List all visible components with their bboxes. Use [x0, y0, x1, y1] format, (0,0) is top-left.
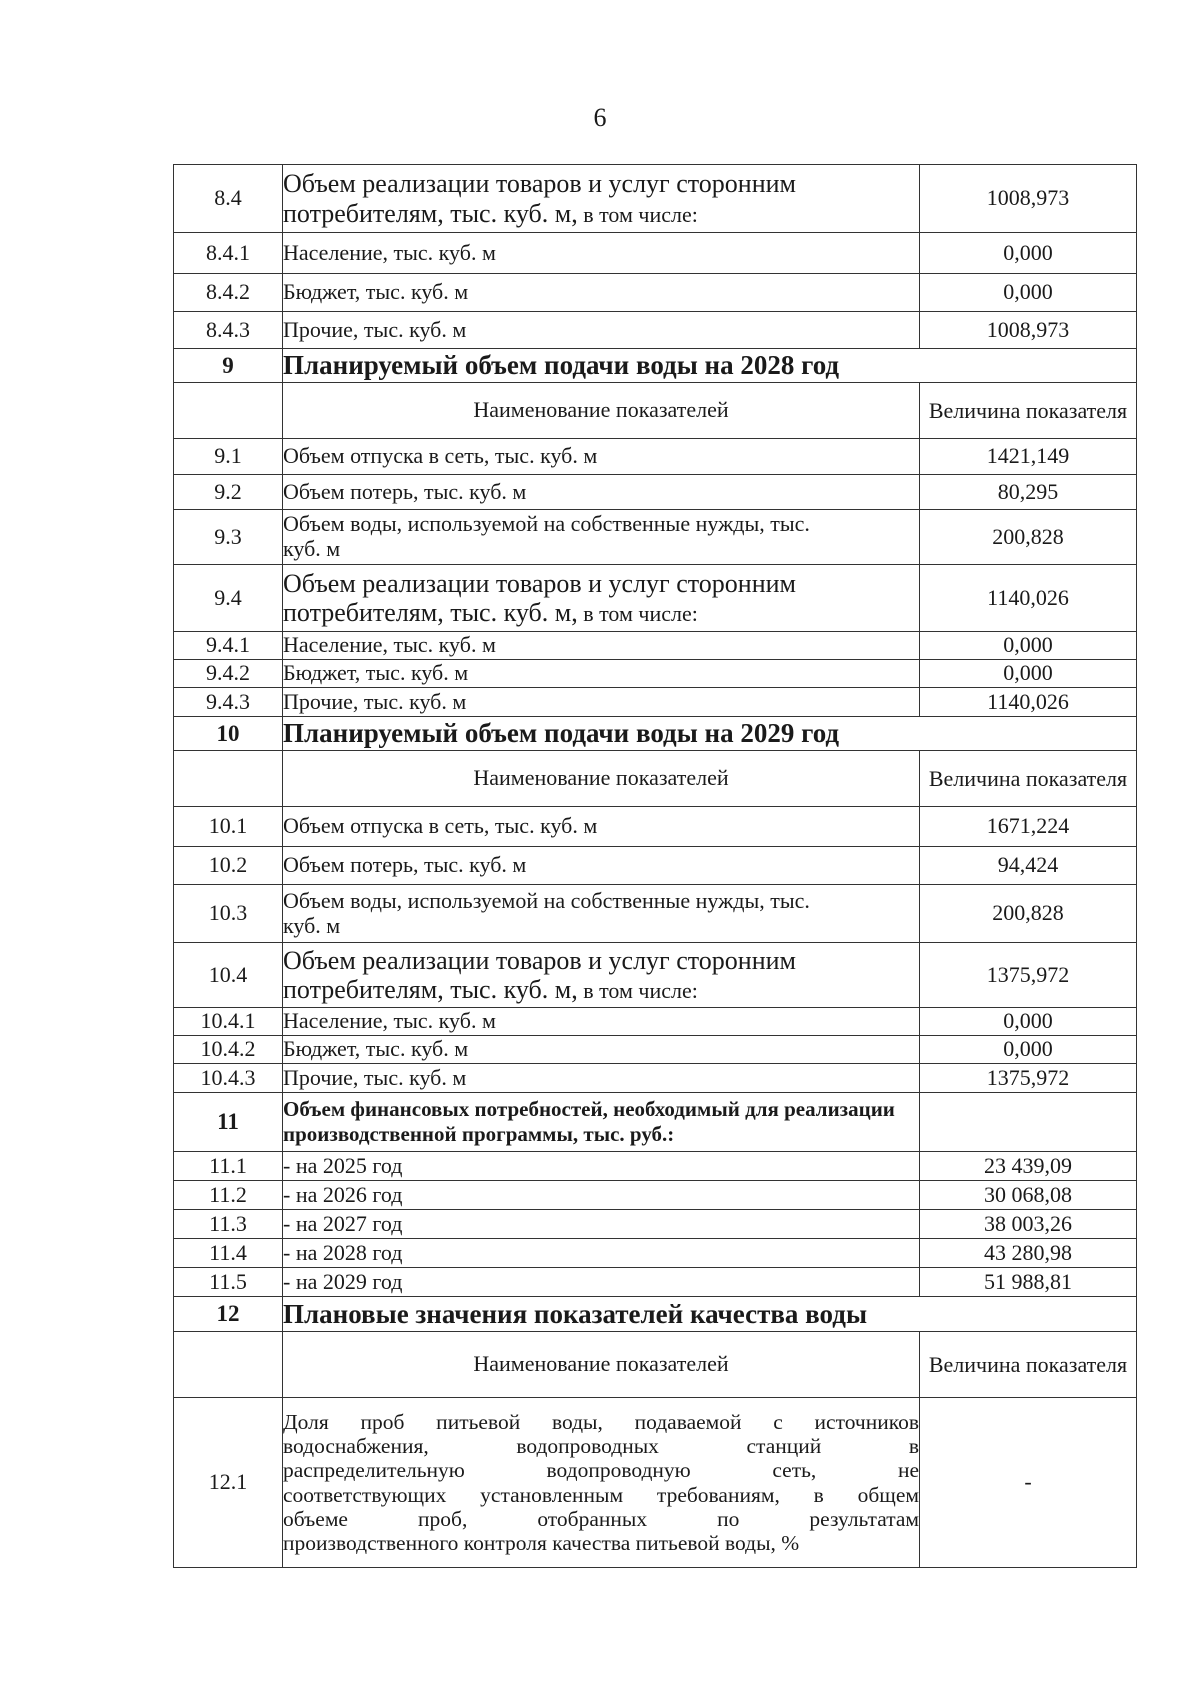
page-number: 6 — [593, 103, 607, 132]
row-number: 9.4.3 — [174, 688, 283, 717]
table-row — [174, 510, 1137, 565]
row-label — [283, 943, 920, 1008]
row-value: 0,000 — [920, 1008, 1137, 1036]
table-row — [174, 1036, 1137, 1064]
row-label: Население, тыс. куб. м — [283, 233, 920, 274]
row-label: - на 2029 год — [283, 1268, 920, 1297]
table-row — [174, 1181, 1137, 1210]
row-value: 1140,026 — [920, 688, 1137, 717]
row-number: 11.3 — [174, 1210, 283, 1239]
section-title: Планируемый объем подачи воды на 2028 год — [283, 349, 1137, 383]
row-label — [283, 165, 920, 233]
row-number: 11.5 — [174, 1268, 283, 1297]
row-value: 0,000 — [920, 233, 1137, 274]
row-label-main: Объем реализации товаров и услуг сторонним потребителям, тыс. куб. м, — [283, 945, 796, 1004]
row-label: Прочие, тыс. куб. м — [283, 1064, 920, 1093]
header-blank-cell — [174, 1332, 283, 1398]
row-value: 43 280,98 — [920, 1239, 1137, 1268]
row-number: 8.4 — [174, 165, 283, 233]
row-label-line: соответствующих установленным требованиям, в общем — [283, 1482, 919, 1507]
table-row — [174, 632, 1137, 660]
row-value: 94,424 — [920, 847, 1137, 885]
row-label-line: Доля проб питьевой воды, подаваемой с источников — [283, 1410, 919, 1435]
row-label: Бюджет, тыс. куб. м — [283, 660, 920, 688]
row-value: 1008,973 — [920, 165, 1137, 233]
header-value-label: Величина показателя — [920, 383, 1137, 439]
row-label-line: распределительную водопроводную сеть, не — [283, 1458, 919, 1483]
row-number: 8.4.2 — [174, 274, 283, 312]
row-number: 9.4 — [174, 565, 283, 632]
header-row — [174, 1332, 1137, 1398]
table-row — [174, 439, 1137, 475]
table-row — [174, 1152, 1137, 1181]
row-label: Объем отпуска в сеть, тыс. куб. м — [283, 439, 920, 475]
header-name: Наименование показателей — [283, 751, 920, 807]
row-number: 11.4 — [174, 1239, 283, 1268]
row-label: Прочие, тыс. куб. м — [283, 312, 920, 349]
row-number: 9.4.2 — [174, 660, 283, 688]
row-label: Население, тыс. куб. м — [283, 632, 920, 660]
header-name: Наименование показателей — [283, 1332, 920, 1398]
header-blank-cell — [174, 751, 283, 807]
row-value: 200,828 — [920, 510, 1137, 565]
row-number: 9.3 — [174, 510, 283, 565]
table-row — [174, 1008, 1137, 1036]
row-number: 9.1 — [174, 439, 283, 475]
row-label-tail: в том числе: — [577, 978, 698, 1003]
header-blank-cell — [174, 383, 283, 439]
row-value: 1375,972 — [920, 1064, 1137, 1093]
header-name: Наименование показателей — [283, 383, 920, 439]
row-number: 10.2 — [174, 847, 283, 885]
header-value-label: Величина показателя — [920, 1332, 1137, 1398]
section-number: 11 — [174, 1093, 283, 1152]
section-row — [174, 349, 1137, 383]
row-number: 9.2 — [174, 475, 283, 510]
row-label-line: производственного контроля качества питьевой воды, % — [283, 1530, 800, 1555]
row-number: 10.4.2 — [174, 1036, 283, 1064]
row-label — [283, 1398, 920, 1568]
row-number: 10.4 — [174, 943, 283, 1008]
section-title: Планируемый объем подачи воды на 2029 год — [283, 717, 1137, 751]
row-label: - на 2026 год — [283, 1181, 920, 1210]
row-label: Объем отпуска в сеть, тыс. куб. м — [283, 807, 920, 847]
section-number: 12 — [174, 1297, 283, 1332]
header-row — [174, 751, 1137, 807]
row-number: 10.4.1 — [174, 1008, 283, 1036]
table-row — [174, 165, 1137, 233]
section-value — [920, 1093, 1137, 1152]
row-label-tail: в том числе: — [577, 201, 698, 227]
table-row — [174, 688, 1137, 717]
row-value: 1421,149 — [920, 439, 1137, 475]
row-label-main: Объем реализации товаров и услуг сторонним потребителям, тыс. куб. м, — [283, 568, 796, 627]
row-label: Прочие, тыс. куб. м — [283, 688, 920, 717]
table-row — [174, 233, 1137, 274]
table-row — [174, 807, 1137, 847]
table-row — [174, 1398, 1137, 1568]
table-row — [174, 660, 1137, 688]
row-label: Бюджет, тыс. куб. м — [283, 1036, 920, 1064]
row-label-line: водоснабжения, водопроводных станций в — [283, 1434, 919, 1459]
row-number: 9.4.1 — [174, 632, 283, 660]
row-label: Население, тыс. куб. м — [283, 1008, 920, 1036]
row-label: - на 2025 год — [283, 1152, 920, 1181]
row-label: Объем воды, используемой на собственные нужды, тыс. куб. м — [283, 510, 920, 565]
section-row — [174, 1297, 1137, 1332]
row-value: 200,828 — [920, 885, 1137, 943]
row-value: - — [920, 1398, 1137, 1568]
row-value: 0,000 — [920, 660, 1137, 688]
row-value: 1008,973 — [920, 312, 1137, 349]
row-number: 8.4.1 — [174, 233, 283, 274]
section-title: Плановые значения показателей качества воды — [283, 1297, 1137, 1332]
row-value: 51 988,81 — [920, 1268, 1137, 1297]
row-label-tail: в том числе: — [577, 601, 698, 626]
section-number: 9 — [174, 349, 283, 383]
table-row — [174, 885, 1137, 943]
row-label: Объем потерь, тыс. куб. м — [283, 475, 920, 510]
row-label: Бюджет, тыс. куб. м — [283, 274, 920, 312]
row-value: 30 068,08 — [920, 1181, 1137, 1210]
table-row — [174, 943, 1137, 1008]
row-value: 38 003,26 — [920, 1210, 1137, 1239]
table-row — [174, 565, 1137, 632]
row-label-main: Объем реализации товаров и услуг сторонним потребителям, тыс. куб. м, — [283, 169, 796, 228]
row-number: 12.1 — [174, 1398, 283, 1568]
row-number: 11.2 — [174, 1181, 283, 1210]
section-row — [174, 717, 1137, 751]
section-row — [174, 1093, 1137, 1152]
table-row — [174, 1210, 1137, 1239]
row-label-line: объеме проб, отобранных по результатам — [283, 1506, 919, 1531]
table-row — [174, 847, 1137, 885]
row-number: 10.3 — [174, 885, 283, 943]
program-table — [173, 164, 1137, 1568]
table-row — [174, 312, 1137, 349]
row-number: 10.4.3 — [174, 1064, 283, 1093]
row-value: 1140,026 — [920, 565, 1137, 632]
row-value: 23 439,09 — [920, 1152, 1137, 1181]
row-number: 10.1 — [174, 807, 283, 847]
table-row — [174, 1239, 1137, 1268]
row-label — [283, 565, 920, 632]
row-number: 8.4.3 — [174, 312, 283, 349]
row-label: - на 2027 год — [283, 1210, 920, 1239]
row-value: 1375,972 — [920, 943, 1137, 1008]
row-label: - на 2028 год — [283, 1239, 920, 1268]
row-label: Объем воды, используемой на собственные нужды, тыс. куб. м — [283, 885, 920, 943]
table-row — [174, 1064, 1137, 1093]
section-title: Объем финансовых потребностей, необходимый для реализации производственной программы, тыс. руб.: — [283, 1093, 920, 1152]
table-row — [174, 1268, 1137, 1297]
row-value: 0,000 — [920, 632, 1137, 660]
header-row — [174, 383, 1137, 439]
section-number: 10 — [174, 717, 283, 751]
row-value: 0,000 — [920, 274, 1137, 312]
row-value: 0,000 — [920, 1036, 1137, 1064]
row-value: 80,295 — [920, 475, 1137, 510]
table-row — [174, 475, 1137, 510]
row-label: Объем потерь, тыс. куб. м — [283, 847, 920, 885]
row-number: 11.1 — [174, 1152, 283, 1181]
row-value: 1671,224 — [920, 807, 1137, 847]
table-row — [174, 274, 1137, 312]
header-value-label: Величина показателя — [920, 751, 1137, 807]
